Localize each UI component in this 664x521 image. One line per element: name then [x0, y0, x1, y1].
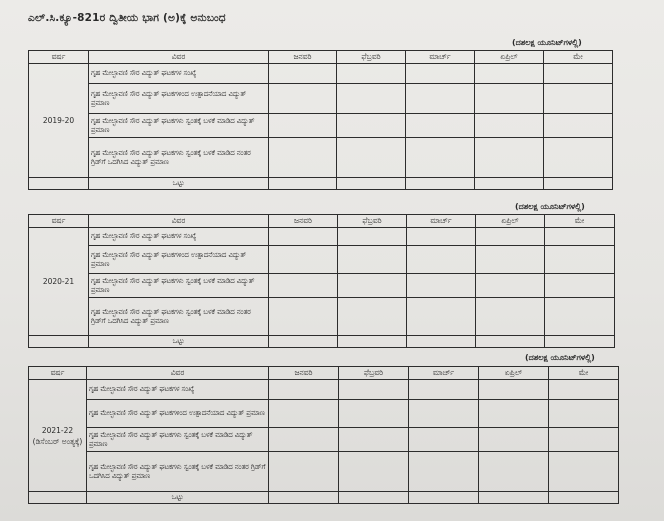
header-month-1: ಜನವರಿ: [269, 215, 338, 228]
page-title: ಎಲ್.ಸಿ.ಕ್ಯೂ-821ರ ದ್ವಿತೀಯ ಭಾಗ (ಅ)ಕ್ಕೆ ಅನುಬಂಧ: [28, 12, 226, 24]
header-month-3: ಮಾರ್ಚ್: [407, 215, 476, 228]
header-month-1: ಜನವರಿ: [269, 51, 337, 64]
row-label: ಗೃಹ ಮೇಲ್ಛಾವಣಿ ಸೌರ ವಿದ್ಯುತ್ ಘಟಕಗಳು ಸ್ವಂತಕ್ಕೆ ಬಳಕೆ ಮಾಡಿದ ವಿದ್ಯುತ್ ಪ್ರಮಾಣ: [89, 114, 269, 138]
header-year: ವರ್ಷ: [29, 367, 87, 380]
table-row: [29, 298, 615, 336]
header-year: ವರ್ಷ: [29, 215, 89, 228]
data-table-2019-20: [28, 50, 613, 190]
header-month-4: ಏಪ್ರಿಲ್: [475, 51, 544, 64]
header-month-2: ಫೆಬ್ರವರಿ: [337, 51, 406, 64]
row-label: ಗೃಹ ಮೇಲ್ಛಾವಣಿ ಸೌರ ವಿದ್ಯುತ್ ಘಟಕಗಳ ಸಂಖ್ಯೆ: [89, 228, 269, 246]
table-row: [29, 84, 613, 114]
header-month-2: ಫೆಬ್ರವರಿ: [338, 215, 407, 228]
header-description: ವಿವರ: [89, 51, 269, 64]
row-label: ಗೃಹ ಮೇಲ್ಛಾವಣಿ ಸೌರ ವಿದ್ಯುತ್ ಘಟಕಗಳ ಸಂಖ್ಯೆ: [89, 64, 269, 84]
header-month-5: ಮೇ: [545, 215, 615, 228]
row-label: ಗೃಹ ಮೇಲ್ಛಾವಣಿ ಸೌರ ವಿದ್ಯುತ್ ಘಟಕಗಳು ಸ್ವಂತಕ್ಕೆ ಬಳಕೆ ಮಾಡಿದ ನಂತರ ಗ್ರಿಡ್‌ಗೆ ಒದಗಿಸಿದ ವಿದ್ಯುತ್ ಪ್ರಮಾಣ: [87, 452, 269, 492]
row-label: ಗೃಹ ಮೇಲ್ಛಾವಣಿ ಸೌರ ವಿದ್ಯುತ್ ಘಟಕಗಳು ಸ್ವಂತಕ್ಕೆ ಬಳಕೆ ಮಾಡಿದ ನಂತರ ಗ್ರಿಡ್‌ಗೆ ಒದಗಿಸಿದ ವಿದ್ಯುತ್ ಪ್ರಮಾಣ: [89, 298, 269, 336]
header-month-5: ಮೇ: [549, 367, 619, 380]
unit-note: (ದಶಲಕ್ಷ ಯೂನಿಟ್‌ಗಳಲ್ಲಿ): [515, 202, 585, 211]
row-label: ಗೃಹ ಮೇಲ್ಛಾವಣಿ ಸೌರ ವಿದ್ಯುತ್ ಘಟಕಗಳು ಸ್ವಂತಕ್ಕೆ ಬಳಕೆ ಮಾಡಿದ ವಿದ್ಯುತ್ ಪ್ರಮಾಣ: [87, 428, 269, 452]
total-label: ಒಟ್ಟು: [89, 178, 269, 190]
table-row: [29, 228, 615, 246]
header-description: ವಿವರ: [89, 215, 269, 228]
total-label: ಒಟ್ಟು: [87, 492, 269, 504]
table-row: [29, 138, 613, 178]
unit-note: (ದಶಲಕ್ಷ ಯೂನಿಟ್‌ಗಳಲ್ಲಿ): [525, 353, 595, 362]
table-row: [29, 428, 619, 452]
header-month-4: ಏಪ್ರಿಲ್: [476, 215, 545, 228]
header-month-4: ಏಪ್ರಿಲ್: [479, 367, 549, 380]
table-header-row: [29, 215, 615, 228]
data-table-2020-21: [28, 214, 615, 348]
row-label: ಗೃಹ ಮೇಲ್ಛಾವಣಿ ಸೌರ ವಿದ್ಯುತ್ ಘಟಕಗಳು ಸ್ವಂತಕ್ಕೆ ಬಳಕೆ ಮಾಡಿದ ವಿದ್ಯುತ್ ಪ್ರಮಾಣ: [89, 274, 269, 298]
total-row: [29, 492, 619, 504]
total-label: ಒಟ್ಟು: [89, 336, 269, 348]
table-row: [29, 274, 615, 298]
table-row: [29, 64, 613, 84]
row-label: ಗೃಹ ಮೇಲ್ಛಾವಣಿ ಸೌರ ವಿದ್ಯುತ್ ಘಟಕಗಳು ಸ್ವಂತಕ್ಕೆ ಬಳಕೆ ಮಾಡಿದ ನಂತರ ಗ್ರಿಡ್‌ಗೆ ಒದಗಿಸಿದ ವಿದ್ಯುತ್ ಪ್ರಮಾಣ: [89, 138, 269, 178]
row-label: ಗೃಹ ಮೇಲ್ಛಾವಣಿ ಸೌರ ವಿದ್ಯುತ್ ಘಟಕಗಳಿಂದ ಉತ್ಪಾದನೆಯಾದ ವಿದ್ಯುತ್ ಪ್ರಮಾಣ: [89, 84, 269, 114]
table-row: [29, 114, 613, 138]
table-row: [29, 246, 615, 274]
data-table-2021-22: [28, 366, 619, 504]
total-row: [29, 336, 615, 348]
table-row: [29, 380, 619, 400]
header-month-5: ಮೇ: [544, 51, 613, 64]
table-header-row: [29, 51, 613, 64]
header-month-3: ಮಾರ್ಚ್: [406, 51, 475, 64]
table-row: [29, 452, 619, 492]
table-header-row: [29, 367, 619, 380]
header-month-1: ಜನವರಿ: [269, 367, 339, 380]
unit-note: (ದಶಲಕ್ಷ ಯೂನಿಟ್‌ಗಳಲ್ಲಿ): [512, 38, 582, 47]
year-cell: 2021-22 (ಡಿಸೆಂಬರ್ ಅಂತ್ಯಕ್ಕೆ): [29, 380, 87, 492]
table-row: [29, 400, 619, 428]
row-label: ಗೃಹ ಮೇಲ್ಛಾವಣಿ ಸೌರ ವಿದ್ಯುತ್ ಘಟಕಗಳಿಂದ ಉತ್ಪಾದನೆಯಾದ ವಿದ್ಯುತ್ ಪ್ರಮಾಣ: [87, 400, 269, 428]
header-year: ವರ್ಷ: [29, 51, 89, 64]
header-description: ವಿವರ: [87, 367, 269, 380]
header-month-3: ಮಾರ್ಚ್: [409, 367, 479, 380]
total-row: [29, 178, 613, 190]
row-label: ಗೃಹ ಮೇಲ್ಛಾವಣಿ ಸೌರ ವಿದ್ಯುತ್ ಘಟಕಗಳ ಸಂಖ್ಯೆ: [87, 380, 269, 400]
row-label: ಗೃಹ ಮೇಲ್ಛಾವಣಿ ಸೌರ ವಿದ್ಯುತ್ ಘಟಕಗಳಿಂದ ಉತ್ಪಾದನೆಯಾದ ವಿದ್ಯುತ್ ಪ್ರಮಾಣ: [89, 246, 269, 274]
year-cell: 2020-21: [29, 228, 89, 336]
header-month-2: ಫೆಬ್ರವರಿ: [339, 367, 409, 380]
year-cell: 2019-20: [29, 64, 89, 178]
